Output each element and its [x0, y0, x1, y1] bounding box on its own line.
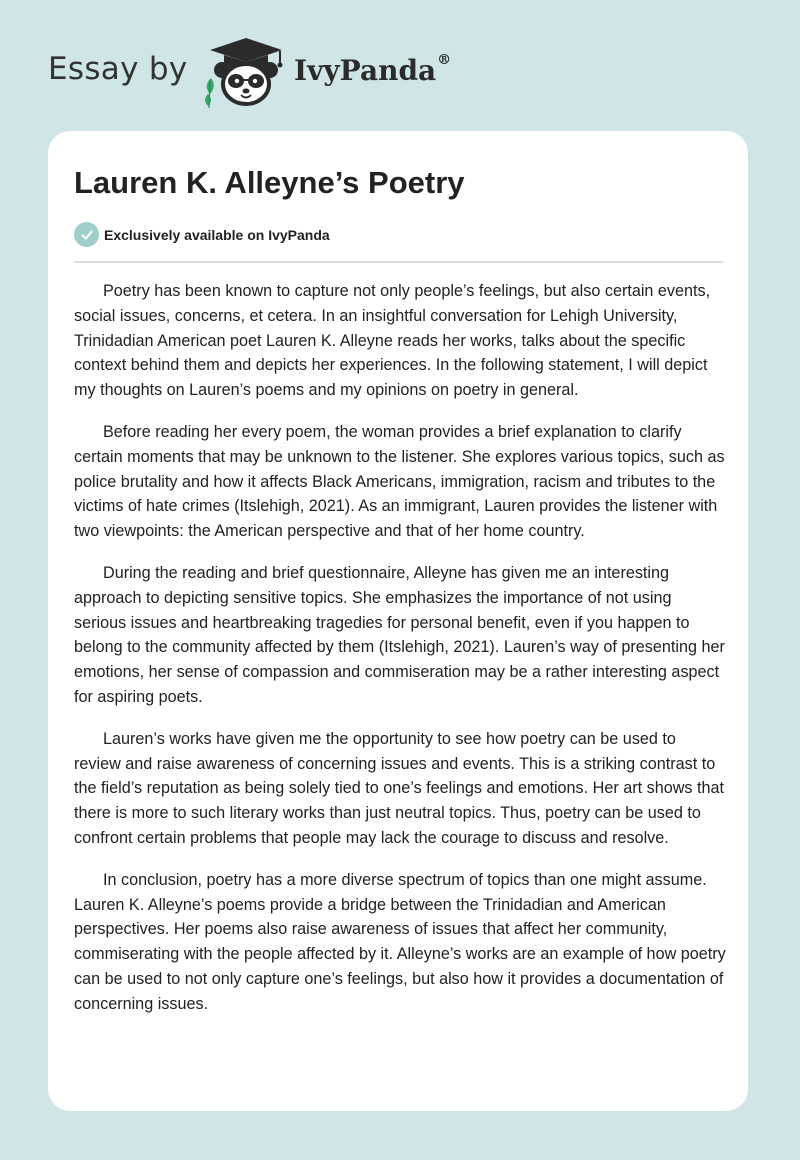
paragraph: Before reading her every poem, the woman provides a brief explanation to clarify certain moments that may be unknown to the listener. She explores various topics, such as police brutality and how it affects Black Americans, immigration, racism and tributes to the victims of hate crimes (Itslehigh, 2021). As an immigrant, Lauren provides the listener with two viewpoints: the American perspective and that of her home country.	[74, 422, 725, 541]
brand-text: IvyPanda	[294, 54, 437, 87]
paragraph: During the reading and brief questionnaire, Alleyne has given me an interesting approach to depicting sensitive topics. She emphasizes the importance of not using serious issues and heartbreaking tragedies for personal benefit, even if you happen to belong to the community affected by them (Itslehigh, 2021). Lauren’s way of presenting her emotions, her sense of compassion and commiseration may be a rather interesting aspect for aspiring poets.	[74, 563, 725, 706]
paragraph: In conclusion, poetry has a more diverse spectrum of topics than one might assume. Lauren K. Alleyne’s poems provide a bridge between the Trinidadian and American perspectives. Her poems also raise awareness of issues that affect her community, commiserating with the people affected by it. Alleyne’s works are an example of how poetry can be used to not only capture one’s feelings, but also how it provides a documentation of concerning issues.	[74, 870, 726, 1013]
exclusive-badge-label: Exclusively available on IvyPanda	[104, 226, 330, 243]
paragraph: Lauren’s works have given me the opportunity to see how poetry can be used to review and raise awareness of concerning issues and events. This is a striking contrast to the field’s reputation as being solely tied to one’s feelings and emotions. Her art shows that there is more to such literary works than just neutral topics. Thus, poetry can be used to confront certain problems that people may lack the courage to discuss and resolve.	[74, 729, 724, 847]
title-divider	[74, 261, 723, 263]
essay-card	[48, 131, 748, 1111]
registered-mark: ®	[437, 52, 452, 68]
paragraph: Poetry has been known to capture not only people’s feelings, but also certain events, social issues, concerns, et cetera. In an insightful conversation for Lehigh University, Trinidadian American poet Lauren K. Alleyne reads her works, talks about the specific context behind them and depicts her experiences. In the following statement, I will depict my thoughts on Lauren’s poems and my opinions on poetry in general.	[74, 282, 711, 400]
brand-name[interactable]	[294, 54, 451, 87]
site-header	[0, 0, 800, 130]
exclusive-badge	[74, 222, 330, 247]
essay-by-label: Essay by	[48, 51, 188, 87]
check-icon	[74, 222, 99, 247]
ivypanda-logo-icon[interactable]	[200, 34, 290, 110]
essay-title: Lauren K. Alleyne’s Poetry	[74, 165, 465, 200]
essay-body	[74, 279, 726, 1034]
